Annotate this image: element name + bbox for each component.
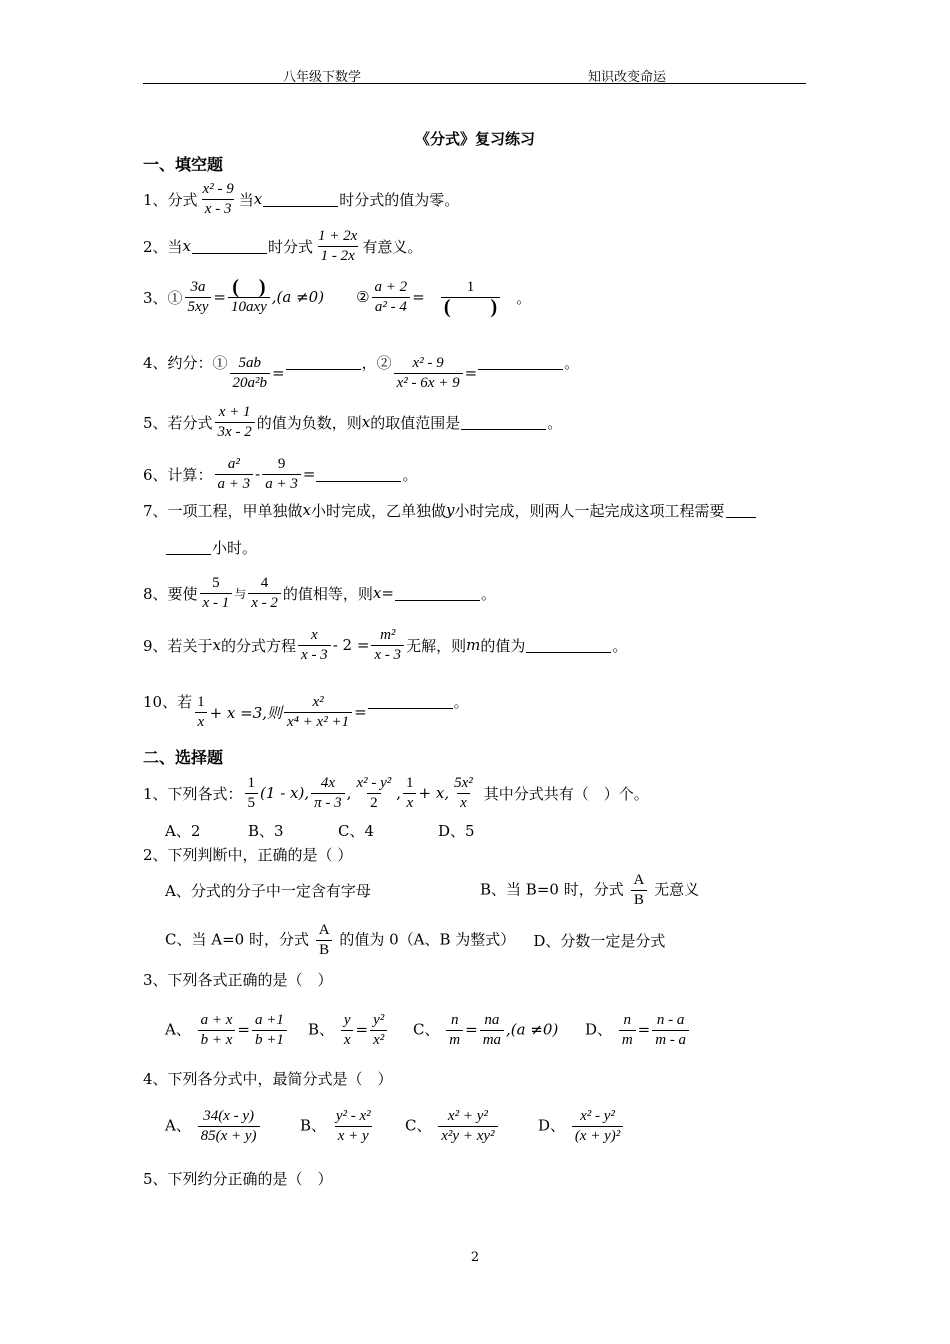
option-d[interactable]: D、分数一定是分式 <box>533 931 666 950</box>
q3-fraction-3: $\frac{a + 2}{\text{a² - 4}}$ <box>372 278 411 317</box>
fill-question-10: 10、若 $\frac{1}{x}$ + x =3,则 $\frac{\text{x²}}{\text{x⁴ + x² +1}}$ = 。 <box>143 692 469 730</box>
option-d[interactable]: D、 $\frac{n}{m}$ = $\frac{n - a}{m - a}$ <box>585 1011 691 1050</box>
q4-fraction-2: $\frac{\text{x² - 9}}{\text{x² - 6x + 9}}$ <box>394 354 463 393</box>
q3-fraction-4: $\frac{1}{( )}$ <box>427 278 515 317</box>
option-b[interactable]: B、 $\frac{y}{x}$ = $\frac{\text{y²}}{\text{x²}}$ <box>308 1011 413 1050</box>
section-fill-in: 一、填空题 <box>143 155 224 174</box>
option-b[interactable]: B、 $\frac{\text{y² - x²}}{x + y}$ <box>300 1107 371 1144</box>
option-a[interactable]: A、 $\frac{a + x}{b + x}$ = $\frac{a +1}{b +1}$ <box>165 1011 308 1050</box>
answer-blank[interactable] <box>368 694 453 709</box>
fill-question-5: 5、若分式 $\frac{x + 1}{3x - 2}$ 的值为负数，则 x 的取值范围是 。 <box>143 403 563 440</box>
answer-blank[interactable] <box>461 415 546 430</box>
choice-question-1: 1、下列各式： $\frac{1}{5}$ (1 - x), $\frac{4x}{\pi - 3}$ , $\frac{\text{x² - y²}}{2}$ , $\frac{1}{x}$ + x, $\frac{\text{5x²}}{x}$ 其中分式共有（ ）个。 <box>143 774 649 811</box>
fill-question-3: 3、① $\frac{3a}{5xy}$ = $\frac{( )}{\text{10axy}}$ ,(a ≠0) ② $\frac{a + 2}{\text{a² - 4}}$ = $\frac{1}{( )}$ 。 <box>143 275 532 318</box>
fill-question-7: 7、一项工程，甲单独做 x 小时完成，乙单独做 y 小时完成，则两人一起完成这项工程需要 <box>143 487 757 533</box>
page-number: 2 <box>470 1250 480 1265</box>
fill-question-6: 6、计算： $\frac{\text{a²}}{a + 3}$ - $\frac{9}{a + 3}$ = 。 <box>143 455 418 492</box>
option-a[interactable]: A、2 <box>165 821 201 840</box>
answer-blank[interactable] <box>166 540 211 555</box>
answer-blank[interactable] <box>192 239 267 254</box>
q9-fraction-2: $\frac{\text{m²}}{x - 3}$ <box>371 626 404 665</box>
q6-fraction-2: $\frac{9}{a + 3}$ <box>262 455 301 494</box>
q8-fraction-2: $\frac{4}{x - 2}$ <box>248 574 281 613</box>
answer-blank[interactable] <box>286 355 361 370</box>
option-c[interactable]: C、4 <box>338 821 375 840</box>
option-b[interactable]: B、当 B=0 时，分式 $\frac{A}{B}$ 无意义 <box>480 871 700 908</box>
header-right: 知识改变命运 <box>588 70 667 85</box>
choice-question-3-options <box>165 1007 691 1053</box>
q1-prefix: 1、分式 <box>143 190 198 209</box>
answer-blank[interactable] <box>316 467 401 482</box>
fill-question-9: 9、若关于 x 的分式方程 $\frac{x}{x - 3}$ - 2 = $\frac{\text{m²}}{x - 3}$ 无解，则 m 的值为 。 <box>143 626 628 663</box>
q5-fraction: $\frac{x + 1}{3x - 2}$ <box>215 403 255 442</box>
answer-blank[interactable] <box>726 503 756 518</box>
option-a[interactable]: A、分式的分子中一定含有字母 <box>165 881 371 900</box>
q3-fraction-1: $\frac{3a}{5xy}$ <box>185 278 212 317</box>
q6-fraction-1: $\frac{\text{a²}}{a + 3}$ <box>215 455 254 494</box>
header-left: 八年级下数学 <box>283 70 362 85</box>
answer-blank[interactable]: ( ) <box>232 275 266 298</box>
option-c[interactable]: C、当 A=0 时，分式 $\frac{A}{B}$ 的值为 0（A、B 为整式） <box>165 921 516 958</box>
q10-fraction-1: $\frac{1}{x}$ <box>194 693 208 732</box>
option-c[interactable]: C、 $\frac{\text{x² + y²}}{\text{x²y + xy²}}$ <box>405 1107 538 1146</box>
option-c[interactable]: C、 $\frac{n}{m}$ = $\frac{na}{ma}$ ,(a ≠0) <box>413 1011 559 1048</box>
fill-question-2: 2、当 x 时分式 $\frac{1 + 2x}{1 - 2x}$ 有意义。 <box>143 227 423 264</box>
option-a[interactable]: A、 $\frac{34(x - y)}{85(x + y)}$ <box>165 1107 300 1146</box>
q2-fraction: $\frac{1 + 2x}{1 - 2x}$ <box>318 227 358 264</box>
answer-blank[interactable] <box>526 638 611 653</box>
answer-blank[interactable] <box>263 192 338 207</box>
choice-question-2: 2、下列判断中，正确的是（ ） <box>143 845 353 864</box>
answer-blank[interactable]: ( ) <box>441 297 500 317</box>
q3-fraction-2: $\frac{( )}{\text{10axy}}$ <box>228 278 270 317</box>
answer-blank[interactable] <box>478 355 563 370</box>
q9-fraction-1: $\frac{x}{x - 3}$ <box>298 626 331 665</box>
choice-question-4: 4、下列各分式中，最简分式是（ ） <box>143 1069 393 1088</box>
q4-fraction-1: $\frac{5ab}{\text{20a²b}}$ <box>230 354 271 393</box>
q8-fraction-1: $\frac{5}{x - 1}$ <box>200 574 233 613</box>
option-b[interactable]: B、3 <box>248 821 284 840</box>
choice-question-2-options-ab <box>165 867 699 913</box>
fill-question-1: 1、分式 $\frac{\text{x² - 9}}{x - 3}$ 当 x 时分式的值为零。 <box>143 180 460 217</box>
page-title: 《分式》复习练习 <box>414 130 535 148</box>
choice-question-3: 3、下列各式正确的是（ ） <box>143 970 333 989</box>
q10-fraction-2: $\frac{\text{x²}}{\text{x⁴ + x² +1}}$ <box>284 693 352 732</box>
q1-fraction: $\frac{\text{x² - 9}}{x - 3}$ <box>202 180 234 217</box>
header-rule <box>143 83 806 84</box>
choice-question-5: 5、下列约分正确的是（ ） <box>143 1169 333 1188</box>
answer-blank[interactable] <box>395 586 480 601</box>
section-multiple-choice: 二、选择题 <box>143 748 224 767</box>
fill-question-7-continued: 小时。 <box>165 524 257 570</box>
fill-question-4: 4、约分：① $\frac{5ab}{\text{20a²b}}$ = ，② $\frac{\text{x² - 9}}{\text{x² - 6x + 9}}$ = 。 <box>143 353 580 391</box>
fill-question-8: 8、要使 $\frac{5}{x - 1}$ 与 $\frac{4}{x - 2}$ 的值相等，则 x = 。 <box>143 574 496 611</box>
option-d[interactable]: D、5 <box>438 821 475 840</box>
choice-question-4-options <box>165 1103 625 1149</box>
option-d[interactable]: D、 $\frac{\text{x² - y²}}{\text{(x + y)²}}$ <box>538 1107 625 1146</box>
